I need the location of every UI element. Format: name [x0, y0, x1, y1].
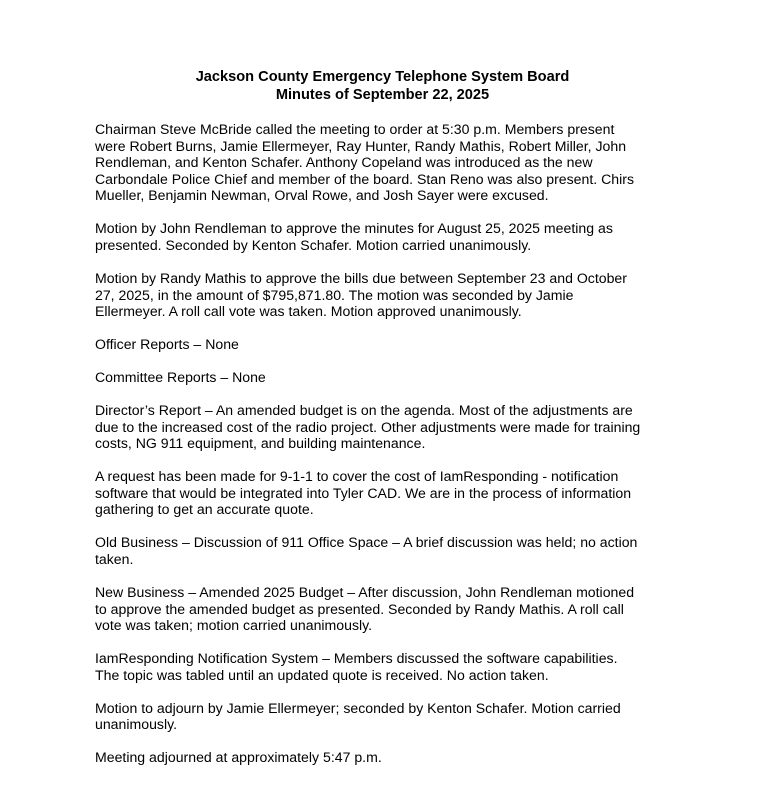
- section-label: Committee Reports –: [95, 369, 229, 386]
- document-header: [95, 68, 670, 104]
- paragraph-minutes-motion: [95, 220, 670, 253]
- section-label: Officer Reports –: [95, 336, 202, 353]
- paragraph-meeting-adjourned: [95, 749, 670, 766]
- paragraph-text: Motion to adjourn by Jamie Ellermeyer; seconded by Kenton Schafer. Motion carried unanimously.: [95, 699, 621, 733]
- section-label: Old Business –: [95, 534, 190, 551]
- paragraph-officer-reports: [95, 336, 670, 353]
- paragraph-text: An amended budget is on the agenda. Most of the adjustments are due to the increased cost of the radio project. Other adjustments were made for training costs, NG 911 equipment, and building maintenance.: [95, 402, 641, 452]
- paragraph-old-business: [95, 534, 670, 567]
- section-label: Director’s Report –: [95, 402, 213, 419]
- section-label: New Business –: [95, 584, 197, 600]
- minutes-document: [95, 68, 670, 782]
- paragraph-committee-reports: [95, 369, 670, 386]
- paragraph-new-business: [95, 584, 670, 634]
- paragraph-notification-system: [95, 650, 670, 683]
- paragraph-directors-report: [95, 402, 670, 452]
- paragraph-text: IamResponding Notification System – Members discussed the software capabilities. The topic was tabled until an updated quote is received. No action taken.: [95, 650, 618, 683]
- paragraph-text: Discussion of 911 Office Space – A brief discussion was held; no action taken.: [95, 534, 638, 568]
- paragraph-call-to-order: [95, 121, 670, 204]
- paragraph-text: None: [228, 369, 266, 386]
- paragraph-text: Amended 2025 Budget – After discussion, John Rendleman motioned to approve the amended budget as presented. Seconded by Randy Mathis. A roll call vote was taken; motion carried unanimously.: [95, 584, 635, 634]
- paragraph-text: Meeting adjourned at approximately 5:47 p.m.: [95, 749, 382, 766]
- document-title: Jackson County Emergency Telephone System Board: [195, 69, 570, 85]
- paragraph-bills-motion: [95, 270, 670, 320]
- paragraph-adjourn-motion: [95, 700, 670, 733]
- document-subtitle: Minutes of September 22, 2025: [275, 87, 490, 103]
- paragraph-text: A request has been made for 9-1-1 to cover the cost of IamResponding - notification software that would be integrated into Tyler CAD. We are in the process of information gathering to get an accurate quote.: [95, 468, 632, 518]
- paragraph-text: Motion by John Rendleman to approve the minutes for August 25, 2025 meeting as presented. Seconded by Kenton Schafer. Motion carried unanimously.: [95, 220, 613, 253]
- paragraph-text: None: [201, 336, 239, 353]
- paragraph-text: Motion by Randy Mathis to approve the bills due between September 23 and October 27, 2025, in the amount of $795,871.80. The motion was seconded by Jamie Ellermeyer. A roll call vote was taken. Motion approved unanimously.: [95, 269, 627, 320]
- paragraph-text: Chairman Steve McBride called the meeting to order at 5:30 p.m. Members present were Robert Burns, Jamie Ellermeyer, Ray Hunter, Randy Mathis, Robert Miller, John Rendleman, and Kenton Schafer. Anthony Copeland was introduced as the new Carbondale Police Chief and member of the board. Stan Reno was also present. Chirs Mueller, Benjamin Newman, Orval Rowe, and Josh Sayer were excused.: [95, 121, 634, 204]
- paragraph-iamresponding-request: [95, 468, 670, 518]
